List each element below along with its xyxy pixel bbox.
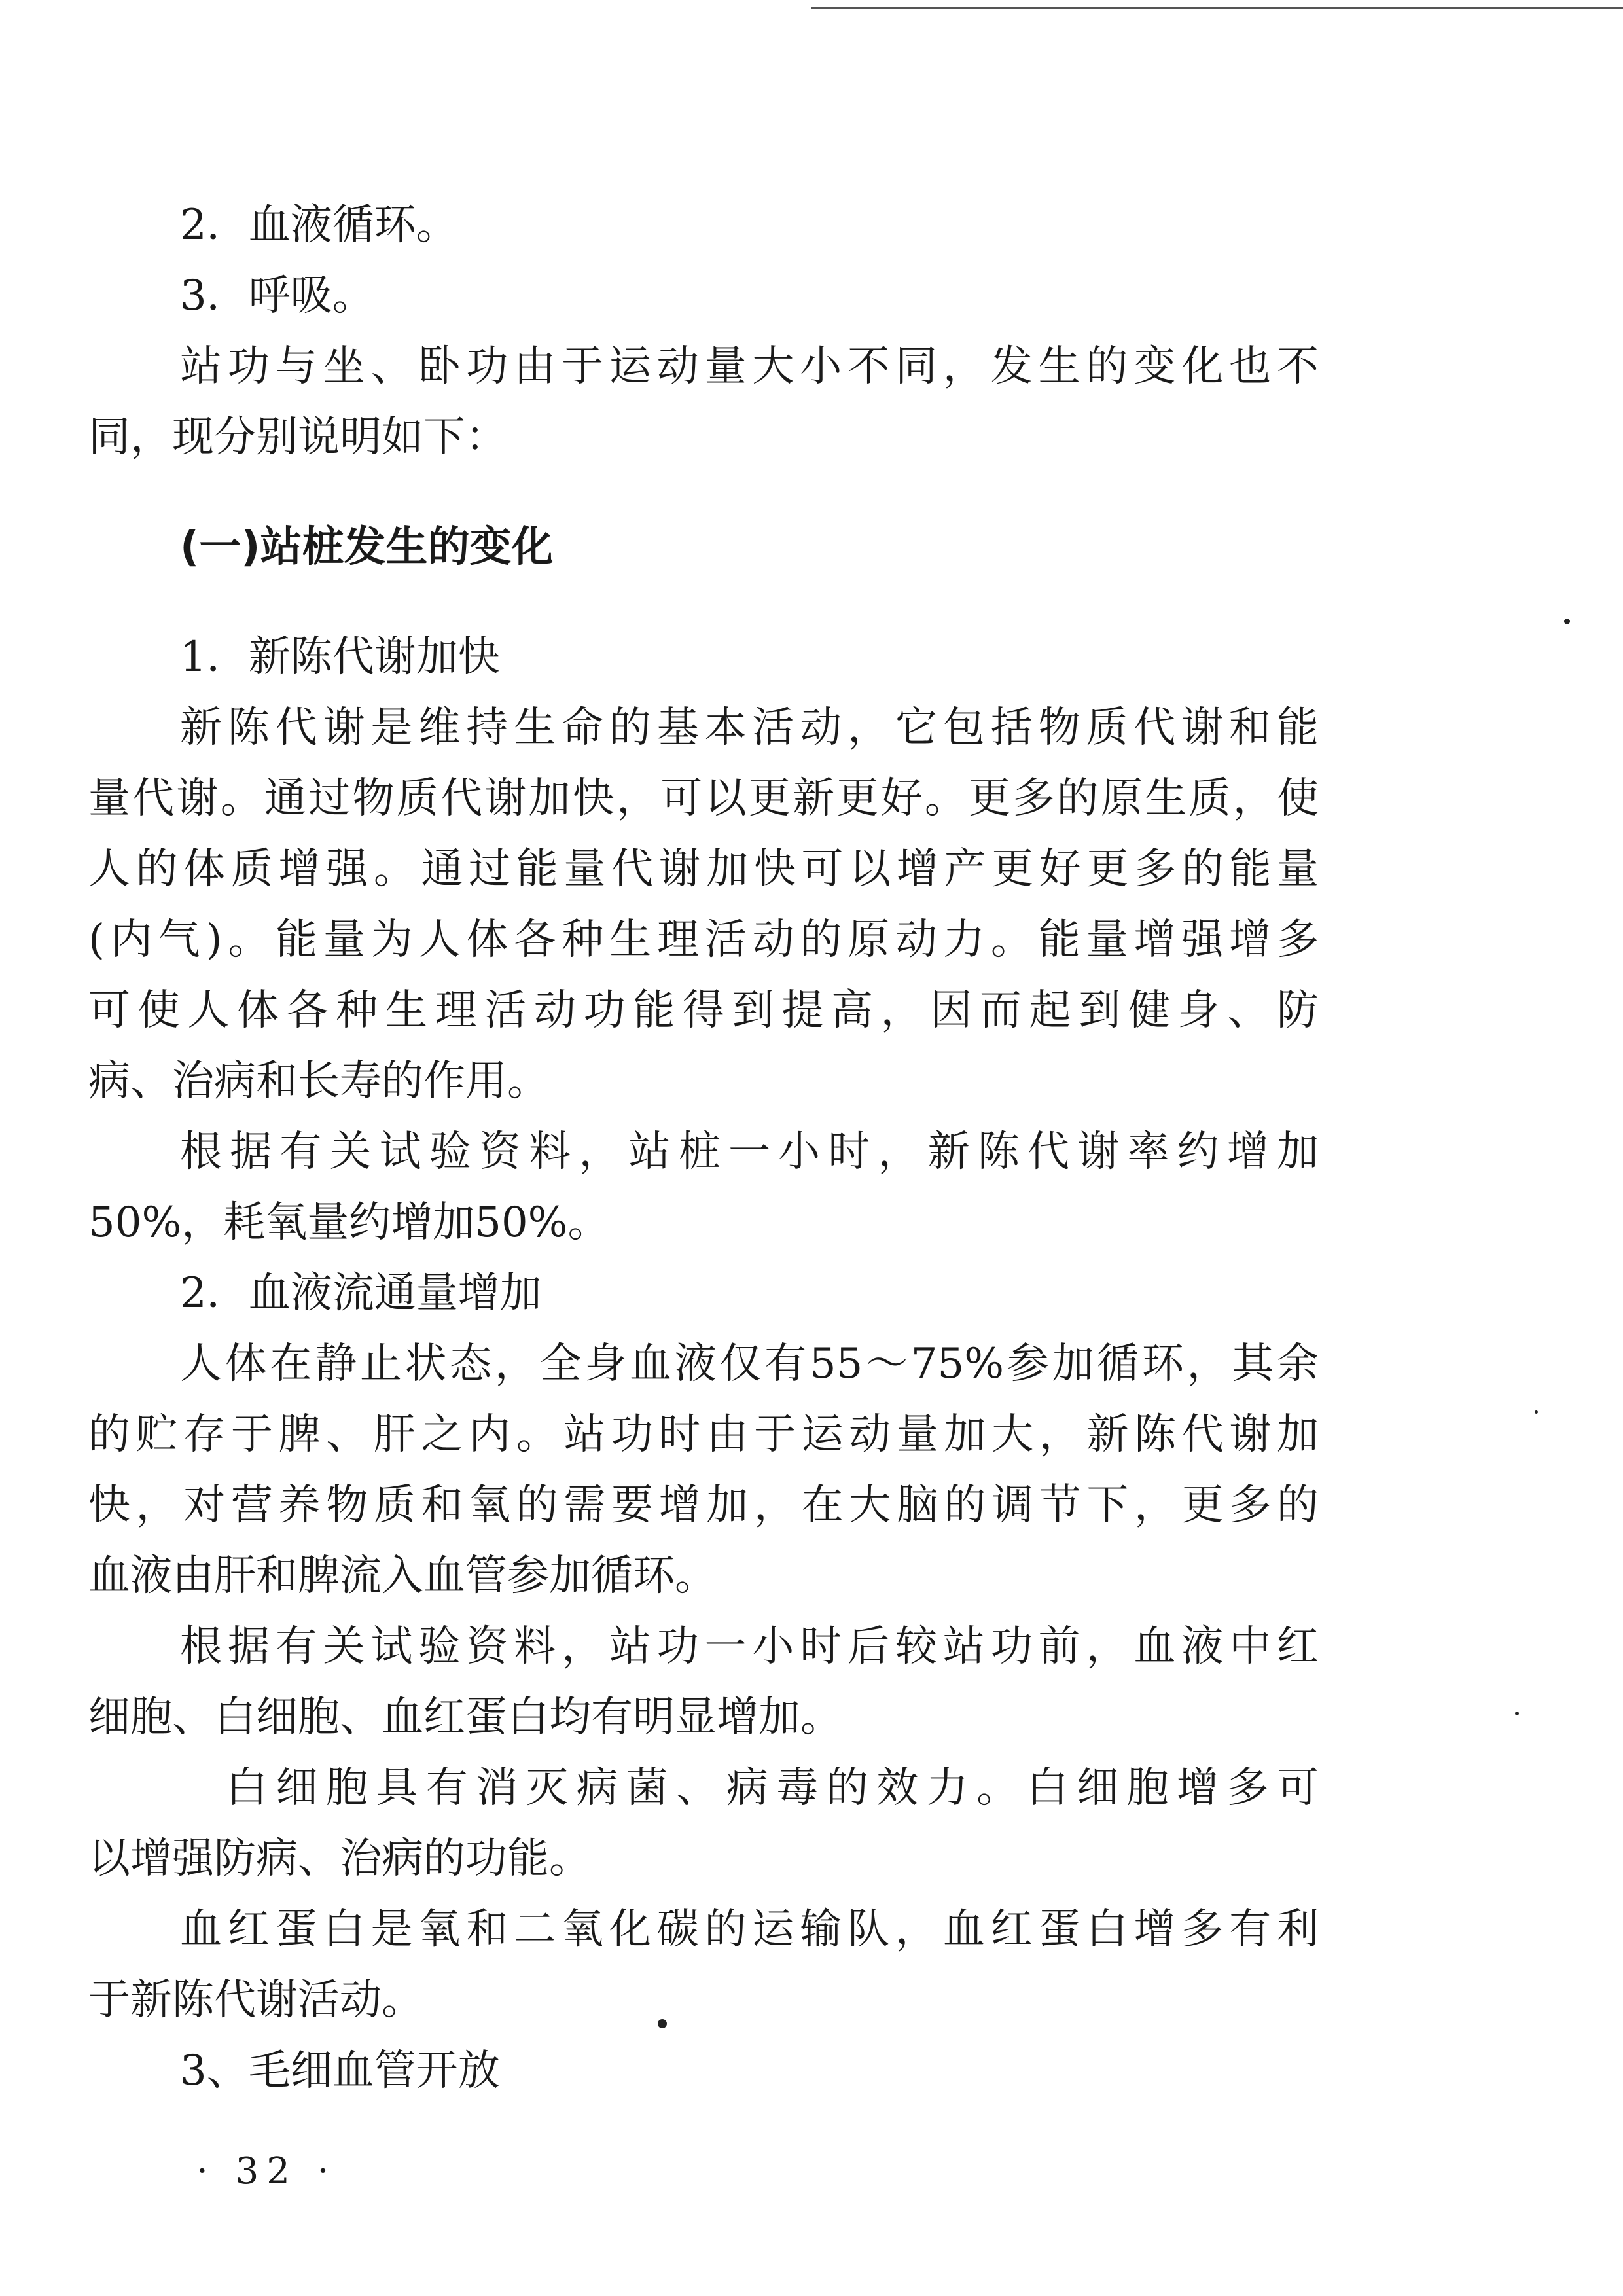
paragraph-line: 快，对营养物质和氧的需要增加，在大脑的调节下，更多的: [88, 1481, 1319, 1530]
paragraph-line: 的贮存于脾、肝之内。站功时由于运动量加大，新陈代谢加: [88, 1410, 1319, 1459]
list-item-respiration: 3．呼吸。: [180, 272, 374, 320]
paragraph-line: 血红蛋白是氧和二氧化碳的运输队，血红蛋白增多有利: [180, 1905, 1319, 1954]
scan-speck: [1515, 1712, 1519, 1715]
scan-speck: [1535, 1410, 1538, 1414]
paragraph-line: 根据有关试验资料，站功一小时后较站功前，血液中红: [180, 1623, 1319, 1671]
page-number: · 32 ·: [196, 2150, 337, 2193]
paragraph-line: 50%，耗氧量约增加50%。: [88, 1198, 610, 1247]
page-body: [88, 190, 1319, 2106]
paragraph-line: 根据有关试验资料，站桩一小时，新陈代谢率约增加: [180, 1128, 1319, 1176]
paragraph-line: 细胞、白细胞、血红蛋白均有明显增加。: [88, 1693, 842, 1742]
paragraph-line: 于新陈代谢活动。: [88, 1976, 423, 2024]
scan-speck: [658, 2019, 667, 2028]
subheading-capillaries: 3、毛细血管开放: [180, 2047, 500, 2095]
paragraph-line: 量代谢。通过物质代谢加快，可以更新更好。更多的原生质，使: [88, 774, 1319, 823]
paragraph-line: 人的体质增强。通过能量代谢加快可以增产更好更多的能量: [88, 845, 1319, 893]
list-item-circulation: 2．血液循环。: [180, 201, 458, 249]
paragraph-line: 病、治病和长寿的作用。: [88, 1057, 549, 1105]
top-rule: [812, 7, 1623, 9]
scan-speck: [1564, 619, 1570, 624]
paragraph-line: 新陈代谢是维持生命的基本活动，它包括物质代谢和能: [180, 704, 1319, 752]
paragraph-line: 以增强防病、治病的功能。: [88, 1835, 591, 1883]
paragraph-line: 同，现分别说明如下：: [88, 413, 507, 461]
paragraph-line: 血液由肝和脾流入血管参加循环。: [88, 1552, 717, 1600]
paragraph-line: 白细胞具有消灭病菌、病毒的效力。白细胞增多可: [226, 1764, 1319, 1812]
paragraph-line: 站功与坐、卧功由于运动量大小不同，发生的变化也不: [180, 342, 1319, 391]
subheading-metabolism: 1．新陈代谢加快: [180, 633, 500, 681]
paragraph-line: (内气)。能量为人体各种生理活动的原动力。能量增强增多: [88, 916, 1319, 964]
section-heading: (一)站桩发生的变化: [180, 523, 554, 571]
subheading-blood-flow: 2．血液流通量增加: [180, 1269, 542, 1318]
paragraph-line: 可使人体各种生理活动功能得到提高，因而起到健身、防: [88, 986, 1319, 1035]
paragraph-line: 人体在静止状态，全身血液仅有55～75%参加循环，其余: [180, 1340, 1319, 1388]
